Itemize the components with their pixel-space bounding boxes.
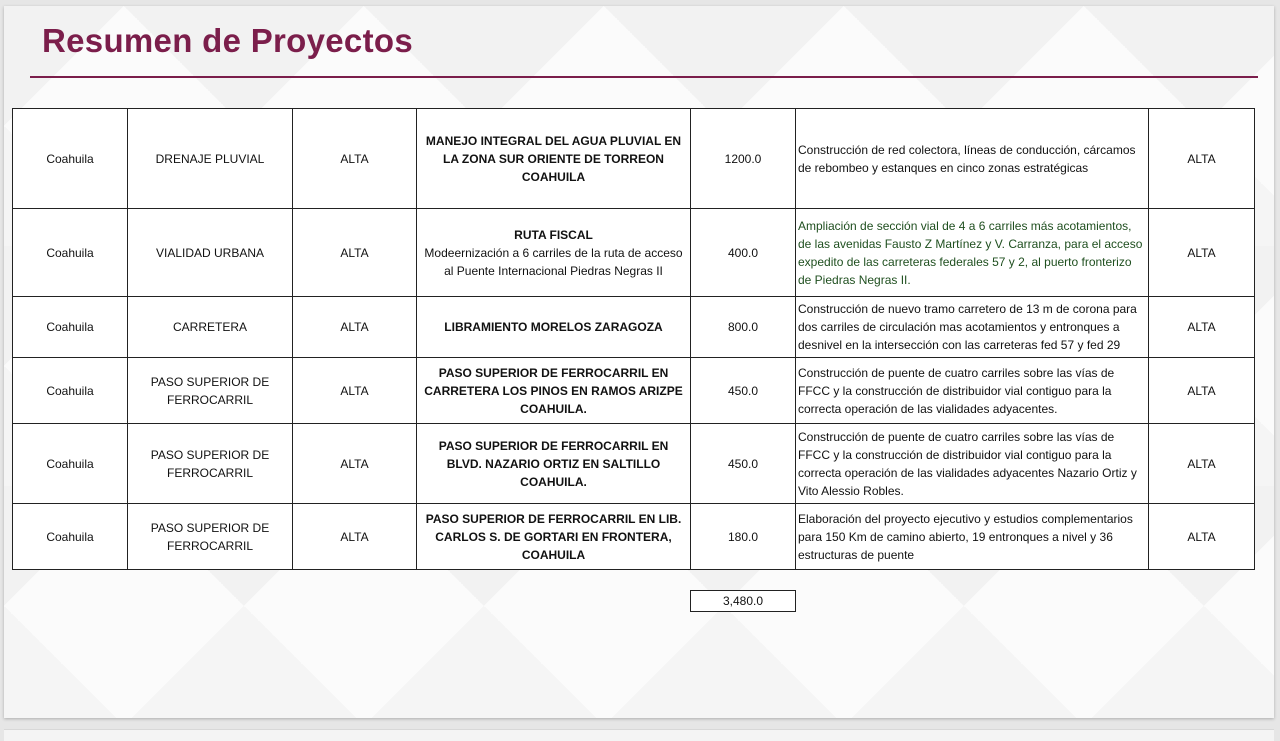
- type-cell: PASO SUPERIOR DE FERROCARRIL: [128, 504, 293, 570]
- project-cell: [417, 297, 691, 358]
- priority-cell: ALTA: [1149, 504, 1255, 570]
- priority-cell: ALTA: [293, 424, 417, 504]
- priority-cell: ALTA: [1149, 358, 1255, 424]
- project-cell: [417, 209, 691, 297]
- amount-cell: 450.0: [691, 424, 796, 504]
- priority-cell: ALTA: [1149, 209, 1255, 297]
- project-cell: [417, 358, 691, 424]
- priority-cell: ALTA: [293, 358, 417, 424]
- amount-cell: 800.0: [691, 297, 796, 358]
- state-cell: Coahuila: [13, 424, 128, 504]
- amount-cell: 180.0: [691, 504, 796, 570]
- type-cell: PASO SUPERIOR DE FERROCARRIL: [128, 358, 293, 424]
- table-row: [13, 209, 1255, 297]
- projects-table: [12, 108, 1255, 570]
- project-name: PASO SUPERIOR DE FERROCARRIL EN LIB. CARLOS S. DE GORTARI EN FRONTERA, COAHUILA: [425, 511, 682, 562]
- project-name: RUTA FISCAL: [514, 227, 593, 242]
- priority-cell: ALTA: [1149, 424, 1255, 504]
- slide: [4, 6, 1274, 718]
- project-name: PASO SUPERIOR DE FERROCARRIL EN CARRETERA LOS PINOS EN RAMOS ARIZPE COAHUILA.: [424, 365, 683, 416]
- amount-cell: 400.0: [691, 209, 796, 297]
- description-cell: Construcción de puente de cuatro carriles sobre las vías de FFCC y la construcción de distribuidor vial contiguo para la correcta operación de las vialidades adyacentes.: [796, 358, 1149, 424]
- priority-cell: ALTA: [1149, 297, 1255, 358]
- state-cell: Coahuila: [13, 209, 128, 297]
- type-cell: VIALIDAD URBANA: [128, 209, 293, 297]
- priority-cell: ALTA: [293, 297, 417, 358]
- amount-cell: 450.0: [691, 358, 796, 424]
- type-cell: PASO SUPERIOR DE FERROCARRIL: [128, 424, 293, 504]
- type-cell: CARRETERA: [128, 297, 293, 358]
- project-cell: [417, 109, 691, 209]
- project-name: PASO SUPERIOR DE FERROCARRIL EN BLVD. NAZARIO ORTIZ EN SALTILLO COAHUILA.: [438, 438, 669, 489]
- total-amount: 3,480.0: [690, 590, 796, 612]
- project-cell: [417, 504, 691, 570]
- type-cell: DRENAJE PLUVIAL: [128, 109, 293, 209]
- description-cell: Elaboración del proyecto ejecutivo y estudios complementarios para 150 Km de camino abierto, 19 entronques a nivel y 36 estructuras de puente: [796, 504, 1149, 570]
- next-slide-edge: [4, 729, 1274, 741]
- table-row: [13, 504, 1255, 570]
- priority-cell: ALTA: [1149, 109, 1255, 209]
- table-row: [13, 109, 1255, 209]
- project-name: MANEJO INTEGRAL DEL AGUA PLUVIAL EN LA ZONA SUR ORIENTE DE TORREON COAHUILA: [425, 133, 682, 184]
- priority-cell: ALTA: [293, 209, 417, 297]
- priority-cell: ALTA: [293, 109, 417, 209]
- project-name: LIBRAMIENTO MORELOS ZARAGOZA: [444, 320, 663, 334]
- state-cell: Coahuila: [13, 358, 128, 424]
- page-title: Resumen de Proyectos: [42, 22, 413, 59]
- state-cell: Coahuila: [13, 297, 128, 358]
- project-subtitle: Modeernización a 6 carriles de la ruta de acceso al Puente Internacional Piedras Negras II: [424, 245, 683, 278]
- table-row: [13, 297, 1255, 358]
- table-row: [13, 358, 1255, 424]
- state-cell: Coahuila: [13, 109, 128, 209]
- description-cell: Construcción de puente de cuatro carriles sobre las vías de FFCC y la construcción de distribuidor vial contiguo para la correcta operación de las vialidades adyacentes Nazario Ortiz y Vito Alessio Robles.: [796, 424, 1149, 504]
- priority-cell: ALTA: [293, 504, 417, 570]
- description-cell: Ampliación de sección vial de 4 a 6 carriles más acotamientos, de las avenidas Fausto Z Martínez y V. Carranza, para el acceso expedito de las carreteras federales 57 y 2, al puerto fronterizo de Piedras Negras II.: [796, 209, 1149, 297]
- amount-cell: 1200.0: [691, 109, 796, 209]
- title-underline: [30, 76, 1258, 78]
- table-row: [13, 424, 1255, 504]
- description-cell: Construcción de nuevo tramo carretero de 13 m de corona para dos carriles de circulación mas acotamientos y entronques a desnivel en la intersección con las carreteras fed 57 y fed 29: [796, 297, 1149, 358]
- state-cell: Coahuila: [13, 504, 128, 570]
- description-cell: Construcción de red colectora, líneas de conducción, cárcamos de rebombeo y estanques en cinco zonas estratégicas: [796, 109, 1149, 209]
- project-cell: [417, 424, 691, 504]
